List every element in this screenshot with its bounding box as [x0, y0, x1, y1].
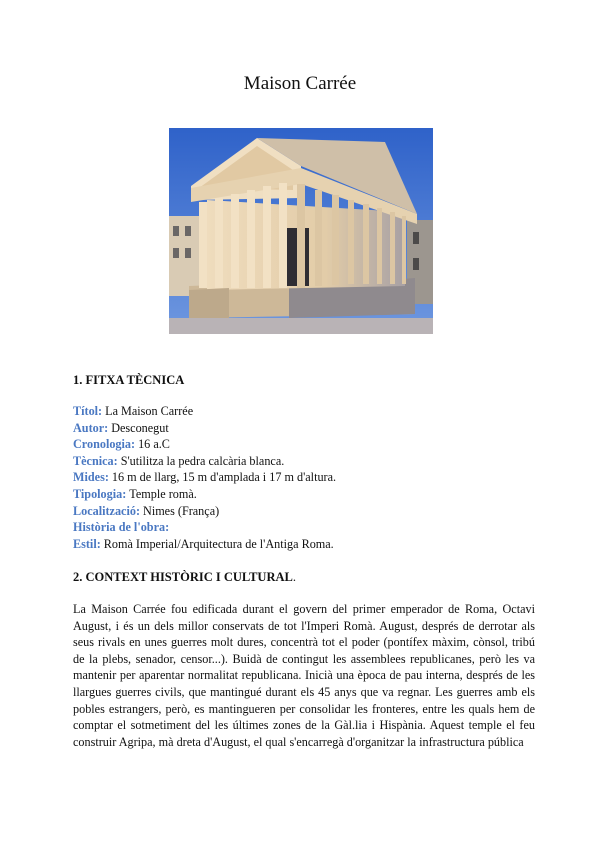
fact-value: Nimes (França)	[143, 503, 220, 518]
steps	[189, 288, 229, 322]
page-title: Maison Carrée	[243, 73, 357, 94]
temple-photo	[169, 128, 433, 334]
fact-title	[73, 403, 543, 420]
fact-value: S'utilitza la pedra calcària blanca.	[120, 453, 285, 468]
fact-author	[73, 420, 543, 437]
historical-context-paragraph: La Maison Carrée fou edificada durant el govern del primer emperador de Roma, Octavi August, i és un dels millor conservats de tot l'Imperi Romà. August, després de derrotar als seus rivals en unes guerres molt dures, concentrà tot el poder (pontífex màxim, cònsol, tribú de la plebs, senador, censor...). Buidà de contingut les assemblees republicanes, però les va mantenir per aparentar normalitat republicana. Inicià una època de pau interna, després de les llargues guerres civils, que mantingué durant els 45 anys que va regnar. Les guerres amb els pobles estrangers, però, es mantingueren per consolidar les fronteres, entre les quals hem de comptar el sotmetiment del les últimes zones de la Gàl.lia i Hispània. Aquest temple el feu construir Agripa, mà dreta d'August, el qual s'encarregà d'organitzar la infrastructura pública	[73, 602, 535, 749]
fact-label: Cronologia:	[73, 437, 136, 452]
fact-label: Autor:	[73, 420, 109, 435]
ground	[169, 318, 433, 334]
fact-chronology	[73, 436, 543, 453]
fact-label: Títol:	[73, 404, 103, 418]
fact-label: Història de l'obra:	[73, 520, 170, 535]
fact-typology	[73, 486, 543, 503]
fact-value: Desconegut	[111, 420, 169, 435]
section-1-heading	[73, 372, 184, 388]
fact-style	[73, 536, 543, 553]
fact-label: Estil:	[73, 536, 101, 551]
fact-value: 16 a.C	[138, 437, 170, 452]
fact-value: La Maison Carrée	[105, 404, 194, 418]
fact-location	[73, 503, 543, 520]
fact-technique	[73, 453, 543, 470]
fact-label: Tècnica:	[73, 453, 118, 468]
fact-label: Tipologia:	[73, 486, 127, 501]
fact-value: Romà Imperial/Arquitectura de l'Antiga Roma.	[103, 536, 334, 551]
technical-sheet	[73, 403, 543, 552]
fact-value: Temple romà.	[129, 486, 197, 501]
heading-period: .	[292, 570, 296, 584]
fact-value: 16 m de llarg, 15 m d'amplada i 17 m d'altura.	[111, 470, 337, 485]
section-1-heading-text: 1. FITXA TÈCNICA	[73, 373, 185, 387]
fact-label: Localització:	[73, 503, 141, 518]
section-2-heading	[73, 569, 296, 585]
section-2-heading-text: 2. CONTEXT HISTÒRIC I CULTURAL	[73, 570, 293, 584]
fact-label: Mides:	[73, 470, 109, 485]
fact-history	[73, 519, 543, 536]
fact-dimensions	[73, 469, 543, 486]
